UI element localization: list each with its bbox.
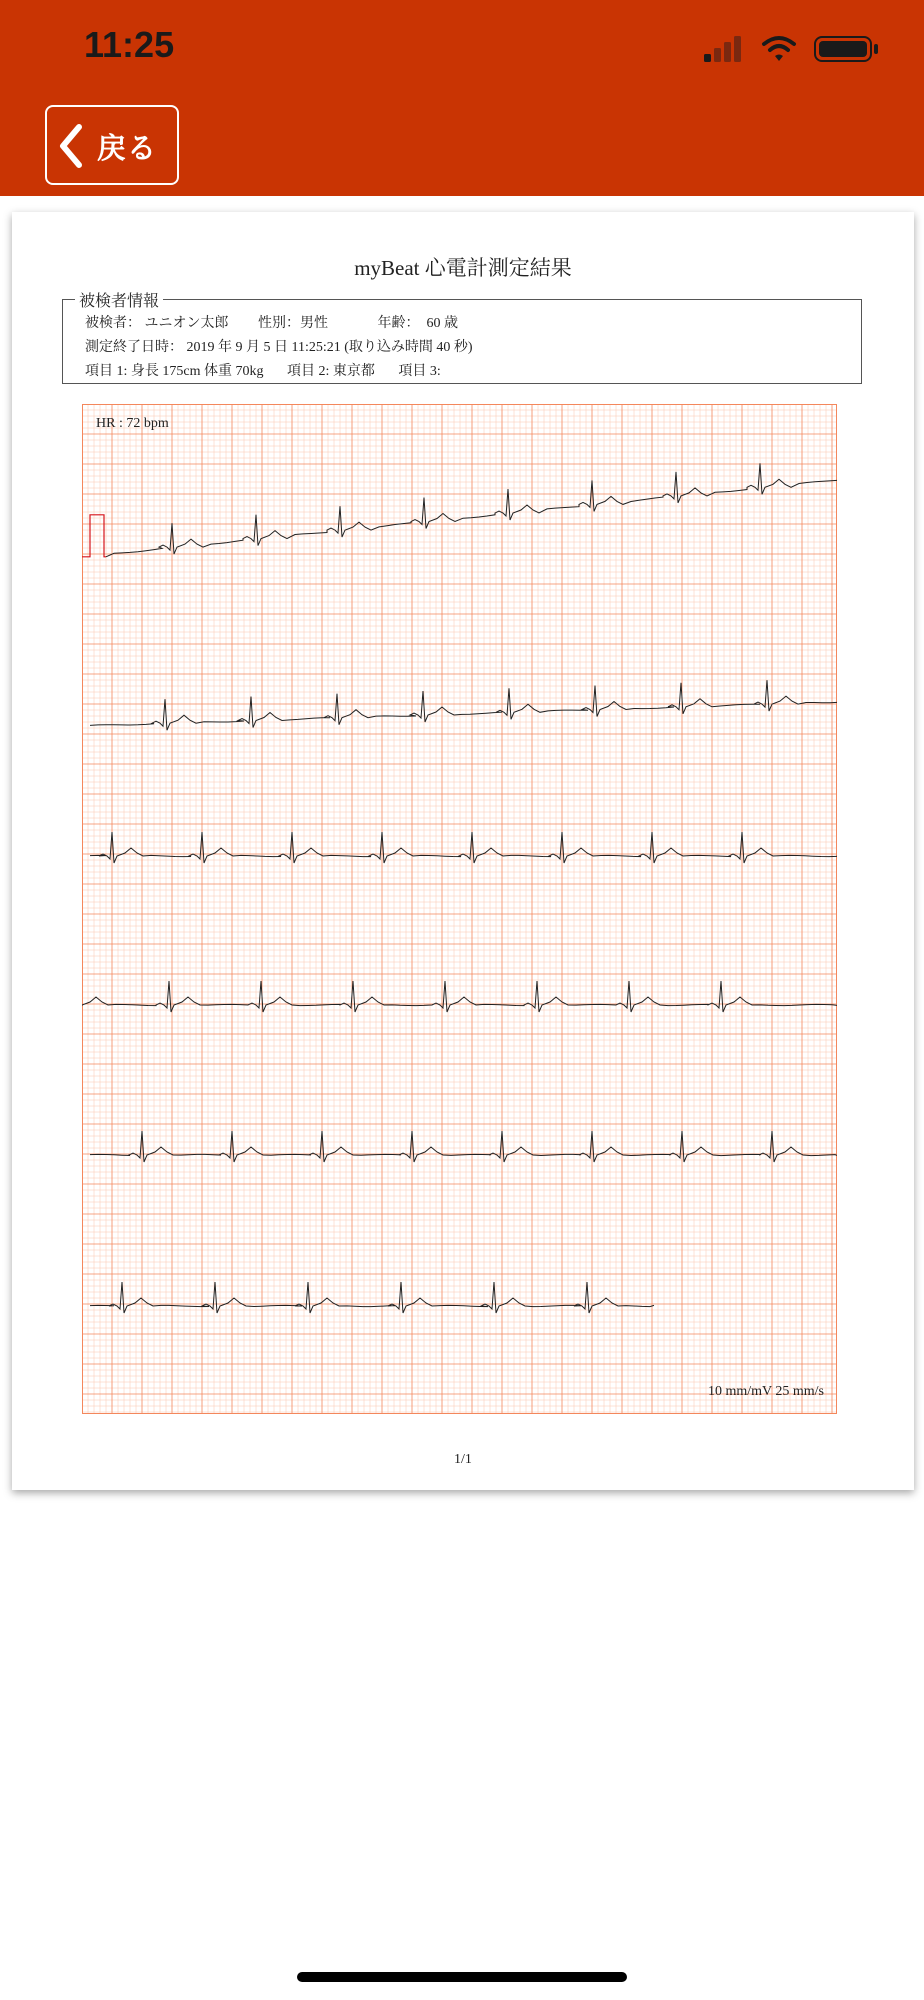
document-title: myBeat 心電計測定結果 (354, 256, 572, 280)
status-time: 11:25 (84, 24, 175, 65)
ecg-report-page (12, 212, 914, 1490)
subject-name: 被検者： ユニオン太郎 (85, 316, 229, 331)
subject-info-legend: 被検者情報 (75, 288, 163, 311)
ecg-scale-label: 10 mm/mV 25 mm/s (707, 1384, 824, 1399)
ecg-trace-row-6 (90, 1282, 654, 1313)
measurement-end-time: 測定終了日時： 2019 年 9 月 5 日 11:25:21 (取り込み時間 40 秒) (85, 340, 473, 355)
battery-icon (815, 37, 878, 61)
subject-info-line-1 (85, 312, 458, 332)
ecg-trace-row-1 (106, 463, 837, 557)
item-2: 項目 2: 東京都 (287, 364, 375, 379)
cellular-signal-icon (704, 36, 741, 62)
chevron-left-icon (55, 123, 89, 169)
back-label: 戻る (97, 131, 158, 165)
subject-info-line-3 (85, 360, 441, 380)
home-indicator[interactable] (297, 1972, 627, 1982)
status-bar (0, 0, 924, 96)
heart-rate-label: HR : 72 bpm (96, 416, 169, 431)
item-3: 項目 3: (398, 364, 441, 379)
subject-sex: 性別：男性 (258, 316, 328, 331)
page-number: 1/1 (454, 1452, 472, 1467)
wifi-icon (764, 38, 794, 61)
ecg-chart (82, 404, 837, 1414)
nav-bar (0, 96, 924, 196)
ecg-grid (82, 404, 837, 1414)
subject-info-box (62, 291, 862, 384)
item-1: 項目 1: 身長 175cm 体重 70kg (85, 364, 264, 379)
subject-age: 年齢： 60 歳 (377, 316, 458, 331)
status-icons (704, 34, 884, 64)
back-button[interactable] (45, 105, 179, 185)
